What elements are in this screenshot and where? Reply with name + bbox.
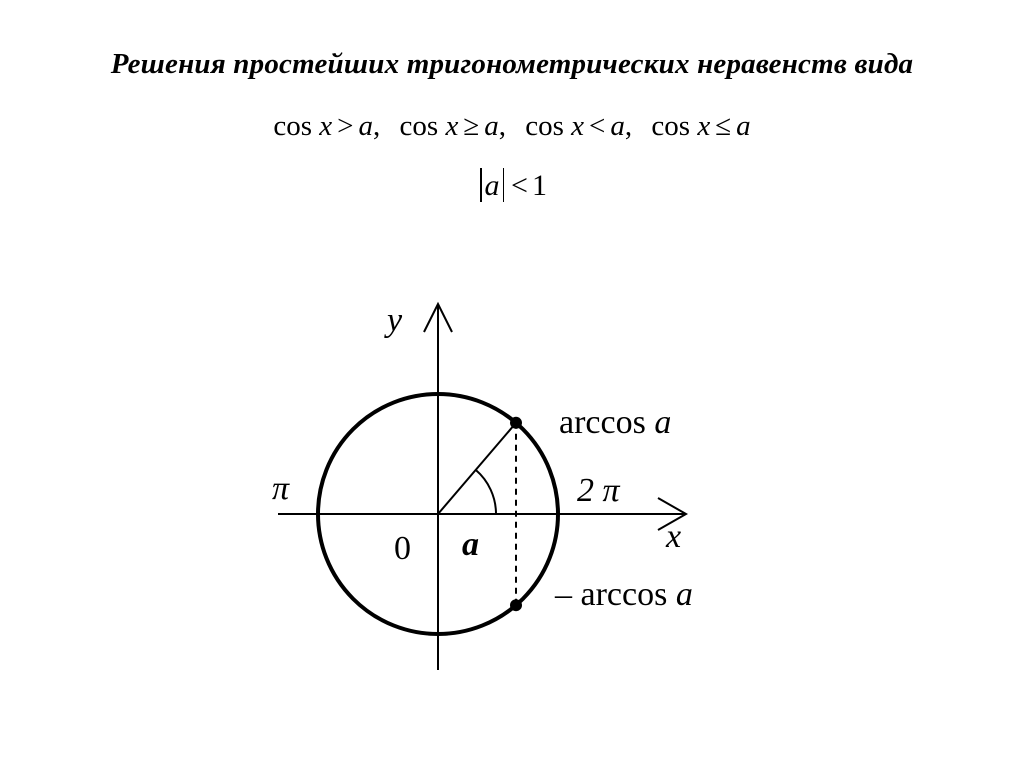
condition-op: < (511, 169, 528, 202)
inequality-3: cos x < a (525, 110, 625, 142)
radius-arccos-a (438, 423, 516, 514)
slide-title: Решения простейших тригонометрических неравенств вида (110, 48, 914, 80)
condition-var: a (484, 169, 500, 202)
minus-arccos-a-label: – arccos a (555, 576, 693, 613)
arccos-a-label: arccos a (559, 404, 672, 441)
lower-point-dot (510, 599, 522, 611)
condition-value: 1 (531, 169, 547, 202)
a-label: a (462, 526, 479, 563)
pi-label: π (272, 470, 290, 507)
origin-label: 0 (394, 530, 411, 567)
x-axis-label: x (666, 518, 682, 555)
inequalities-line: cos x > a, cos x ≥ a, cos x < a, cos x ≤ a (273, 110, 751, 142)
two-pi-label: 2 π (577, 472, 620, 509)
inequality-4: cos x ≤ a (651, 110, 751, 142)
inequality-1: cos x > a (273, 110, 374, 142)
y-axis-label: y (387, 302, 403, 339)
upper-point-dot (510, 417, 522, 429)
angle-arc (476, 470, 496, 514)
inequality-2: cos x ≥ a (399, 110, 499, 142)
